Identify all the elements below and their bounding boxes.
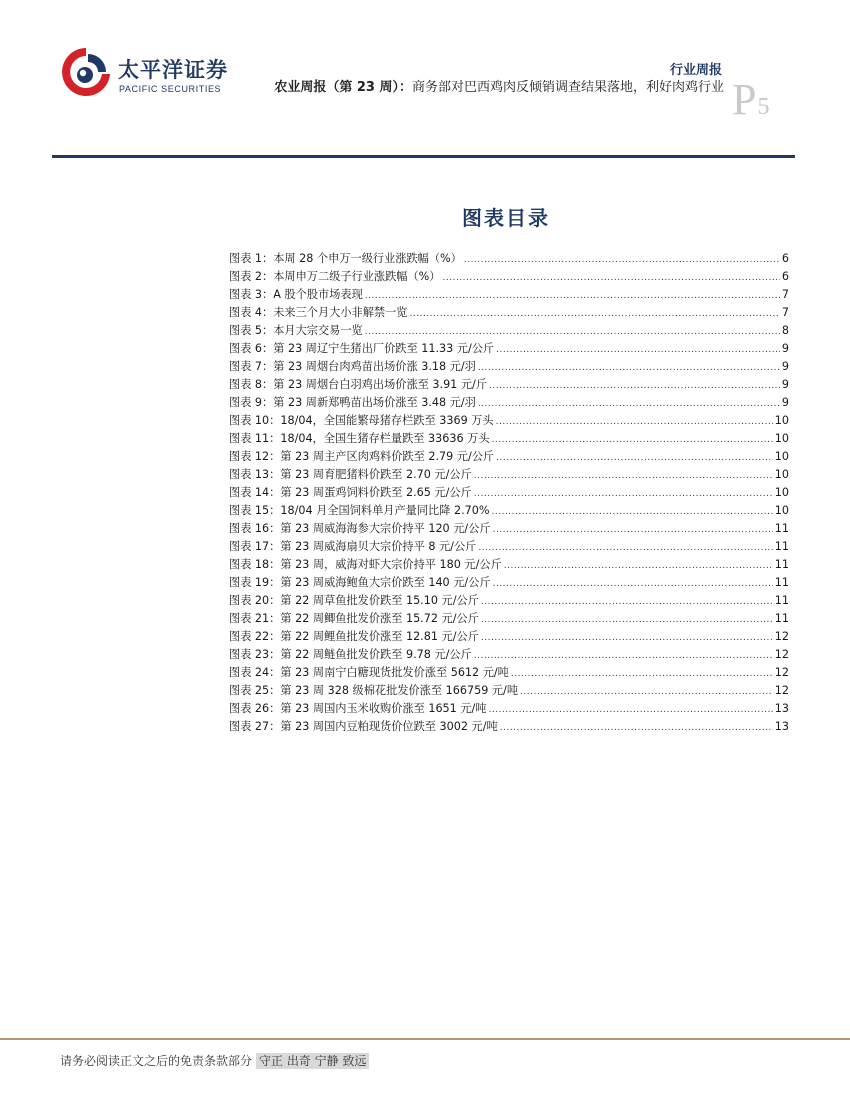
- toc-entry-label: 图表 22：第 22 周鲤鱼批发价涨至 12.81 元/公斤: [229, 630, 479, 643]
- toc-entry[interactable]: [229, 268, 789, 286]
- toc-entry-page: 11: [774, 612, 789, 625]
- toc-entry-page: 9: [781, 396, 789, 409]
- toc-dot-leader: [496, 413, 773, 431]
- toc-dot-leader: [478, 395, 780, 413]
- toc-entry-page: 12: [774, 684, 789, 697]
- toc-dot-leader: [474, 647, 773, 665]
- toc-dot-leader: [504, 557, 773, 575]
- toc-entry-label: 图表 3：A 股个股市场表现: [229, 288, 363, 301]
- figure-list: [229, 250, 789, 736]
- toc-entry-label: 图表 21：第 22 周鲫鱼批发价涨至 15.72 元/公斤: [229, 612, 479, 625]
- report-title: [274, 77, 724, 98]
- toc-entry[interactable]: [229, 682, 789, 700]
- footer-motto: 守正 出奇 宁静 致远: [256, 1053, 369, 1069]
- toc-entry[interactable]: [229, 556, 789, 574]
- logo-chinese-name: 太平洋证券: [118, 58, 228, 82]
- toc-dot-leader: [492, 503, 773, 521]
- toc-entry-page: 12: [774, 648, 789, 661]
- toc-entry-label: 图表 9：第 23 周新郑鸭苗出场价涨至 3.48 元/羽: [229, 396, 476, 409]
- toc-dot-leader: [493, 575, 773, 593]
- toc-entry-label: 图表 10：18/04，全国能繁母猪存栏跌至 3369 万头: [229, 414, 494, 427]
- logo-english-name: PACIFIC SECURITIES: [119, 84, 222, 94]
- toc-dot-leader: [520, 683, 773, 701]
- toc-entry-label: 图表 20：第 22 周草鱼批发价跌至 15.10 元/公斤: [229, 594, 479, 607]
- toc-dot-leader: [492, 431, 773, 449]
- toc-entry-label: 图表 26：第 23 周国内玉米收购价涨至 1651 元/吨: [229, 702, 487, 715]
- toc-title: 图表目录: [462, 206, 550, 230]
- toc-dot-leader: [474, 485, 773, 503]
- toc-dot-leader: [410, 305, 780, 323]
- toc-dot-leader: [478, 539, 772, 557]
- toc-dot-leader: [365, 323, 780, 341]
- footer-disclaimer: 请务必阅读正文之后的免责条款部分: [60, 1054, 253, 1068]
- toc-entry[interactable]: [229, 376, 789, 394]
- toc-dot-leader: [496, 341, 780, 359]
- toc-entry-label: 图表 15：18/04 月全国饲料单月产量同比降 2.70%: [229, 504, 490, 517]
- toc-entry[interactable]: [229, 286, 789, 304]
- toc-entry[interactable]: [229, 322, 789, 340]
- toc-dot-leader: [478, 359, 780, 377]
- toc-entry-label: 图表 25：第 23 周 328 级棉花批发价涨至 166759 元/吨: [229, 684, 519, 697]
- report-title-main: 商务部对巴西鸡肉反倾销调查结果落地，利好肉鸡行业: [411, 80, 724, 95]
- toc-entry-page: 12: [774, 630, 789, 643]
- toc-entry-page: 9: [781, 342, 789, 355]
- toc-dot-leader: [464, 251, 780, 269]
- toc-entry[interactable]: [229, 520, 789, 538]
- toc-dot-leader: [496, 449, 773, 467]
- toc-entry-page: 11: [774, 594, 789, 607]
- toc-dot-leader: [481, 593, 773, 611]
- page-number-letter: P: [732, 75, 757, 124]
- toc-entry[interactable]: [229, 718, 789, 736]
- toc-entry-page: 10: [774, 414, 789, 427]
- toc-entry[interactable]: [229, 628, 789, 646]
- toc-entry-page: 7: [781, 288, 789, 301]
- toc-entry-label: 图表 23：第 22 周鲢鱼批发价跌至 9.78 元/公斤: [229, 648, 472, 661]
- toc-entry-label: 图表 11：18/04，全国生猪存栏量跌至 33636 万头: [229, 432, 490, 445]
- toc-entry[interactable]: [229, 484, 789, 502]
- toc-entry-label: 图表 14：第 23 周蛋鸡饲料价跌至 2.65 元/公斤: [229, 486, 472, 499]
- toc-entry[interactable]: [229, 430, 789, 448]
- toc-entry-page: 11: [774, 540, 789, 553]
- toc-entry-label: 图表 19：第 23 周威海鲍鱼大宗价跌至 140 元/公斤: [229, 576, 491, 589]
- toc-entry-label: 图表 7：第 23 周烟台肉鸡苗出场价涨 3.18 元/羽: [229, 360, 476, 373]
- toc-dot-leader: [481, 629, 773, 647]
- toc-entry-label: 图表 1：本周 28 个申万一级行业涨跌幅（%）: [229, 252, 462, 265]
- footer: [60, 1052, 369, 1069]
- toc-entry-page: 10: [774, 432, 789, 445]
- toc-entry-label: 图表 18：第 23 周，威海对虾大宗价持平 180 元/公斤: [229, 558, 502, 571]
- toc-entry-label: 图表 8：第 23 周烟台白羽鸡出场价涨至 3.91 元/斤: [229, 378, 488, 391]
- toc-entry-page: 11: [774, 576, 789, 589]
- toc-dot-leader: [500, 719, 773, 737]
- toc-entry[interactable]: [229, 502, 789, 520]
- toc-entry-page: 7: [781, 306, 789, 319]
- report-title-prefix: 农业周报（第 23 周）：: [274, 80, 412, 95]
- toc-entry[interactable]: [229, 610, 789, 628]
- toc-entry-label: 图表 27：第 23 周国内豆粕现货价位跌至 3002 元/吨: [229, 720, 498, 733]
- company-logo: [58, 44, 228, 104]
- toc-entry-label: 图表 24：第 23 周南宁白糖现货批发价涨至 5612 元/吨: [229, 666, 509, 679]
- toc-entry-page: 10: [774, 450, 789, 463]
- toc-entry-page: 13: [774, 702, 789, 715]
- toc-entry-page: 11: [774, 558, 789, 571]
- toc-entry[interactable]: [229, 592, 789, 610]
- toc-entry-page: 6: [781, 270, 789, 283]
- toc-entry-label: 图表 12：第 23 周主产区肉鸡料价跌至 2.79 元/公斤: [229, 450, 495, 463]
- toc-dot-leader: [365, 287, 780, 305]
- toc-entry-label: 图表 5：本月大宗交易一览: [229, 324, 363, 337]
- header-divider: [52, 155, 795, 158]
- footer-divider: [0, 1038, 850, 1040]
- toc-dot-leader: [493, 521, 773, 539]
- toc-entry-page: 8: [781, 324, 789, 337]
- toc-entry-label: 图表 6：第 23 周辽宁生猪出厂价跌至 11.33 元/公斤: [229, 342, 495, 355]
- toc-entry-page: 10: [774, 486, 789, 499]
- toc-entry-page: 12: [774, 666, 789, 679]
- toc-dot-leader: [443, 269, 780, 287]
- toc-entry[interactable]: [229, 250, 789, 268]
- toc-entry-label: 图表 13：第 23 周育肥猪料价跌至 2.70 元/公斤: [229, 468, 472, 481]
- toc-entry[interactable]: [229, 700, 789, 718]
- page-number-digit: 5: [757, 94, 770, 120]
- toc-entry[interactable]: [229, 448, 789, 466]
- toc-entry-label: 图表 2：本周申万二级子行业涨跌幅（%）: [229, 270, 441, 283]
- toc-entry[interactable]: [229, 340, 789, 358]
- toc-entry-label: 图表 17：第 23 周威海扇贝大宗价持平 8 元/公斤: [229, 540, 477, 553]
- toc-entry-page: 9: [781, 360, 789, 373]
- toc-entry-page: 10: [774, 468, 789, 481]
- toc-entry[interactable]: [229, 412, 789, 430]
- page-number: [732, 75, 770, 129]
- toc-dot-leader: [481, 611, 773, 629]
- toc-entry-page: 10: [774, 504, 789, 517]
- toc-dot-leader: [511, 665, 773, 683]
- toc-entry[interactable]: [229, 664, 789, 682]
- toc-entry-page: 6: [781, 252, 789, 265]
- toc-entry[interactable]: [229, 646, 789, 664]
- toc-entry[interactable]: [229, 394, 789, 412]
- toc-entry-label: 图表 16：第 23 周威海海参大宗价持平 120 元/公斤: [229, 522, 491, 535]
- report-type: 行业周报: [669, 63, 722, 78]
- toc-entry[interactable]: [229, 466, 789, 484]
- toc-entry-page: 13: [774, 720, 789, 733]
- toc-entry-page: 9: [781, 378, 789, 391]
- toc-entry[interactable]: [229, 538, 789, 556]
- toc-entry[interactable]: [229, 358, 789, 376]
- toc-dot-leader: [489, 701, 773, 719]
- toc-dot-leader: [474, 467, 773, 485]
- toc-entry-page: 11: [774, 522, 789, 535]
- toc-dot-leader: [489, 377, 780, 395]
- toc-entry[interactable]: [229, 304, 789, 322]
- pacific-securities-logo-icon: [58, 44, 114, 100]
- toc-entry-label: 图表 4：未来三个月大小非解禁一览: [229, 306, 408, 319]
- toc-entry[interactable]: [229, 574, 789, 592]
